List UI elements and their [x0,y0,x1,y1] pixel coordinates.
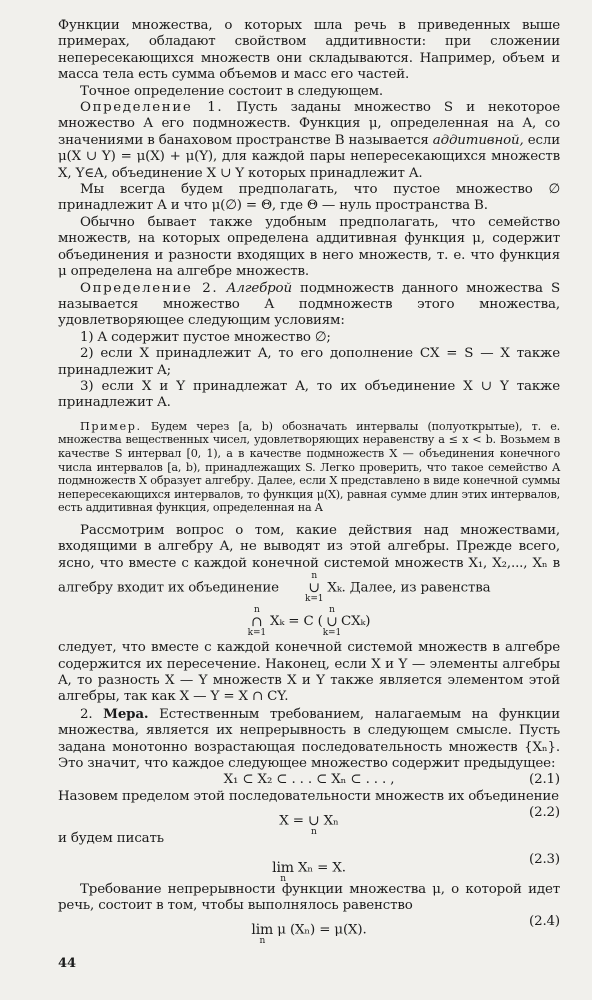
paragraph: Рассмотрим вопрос о том, какие действия над множествами, входящими в алгебру A, не выводят из этой алгебры. Прежде всего, ясно, что вместе с каждой конечной системой множеств X₁, X₂,..., Xₙ в алгебру входит их объединение n ∪ k=1 Xₖ. Далее, из равенства [58,522,560,605]
page-number: 44 [58,956,77,971]
union-operator: n ∪ k=1 [322,604,342,638]
definition-2: Определение 2. Алгеброй подмножеств данного множества S называется множество A подмножеств этого множества, удовлетворяющее следующим условиям: [58,280,560,329]
defined-term: аддитивной, [432,132,524,148]
paragraph: и будем писать [58,831,164,847]
page-text [58,18,560,947]
condition-1: 1) A содержит пустое множество ∅; [80,329,331,345]
union-operator: n ∪ k=1 [305,571,324,605]
condition-3: 3) если X и Y принадлежат A, то их объединение X ∪ Y также принадлежит A. [58,378,560,411]
example: Пример. Будем через [a, b) обозначать интервалы (полуоткрытые), т. е. множества вещественных чисел, удовлетворяющих неравенству a ≤ x < b. Возьмем в качестве S интервал [0, 1), а в качестве подмножеств X — объединения конечного числа интервалов [a, b), принадлежащих S. Легко проверить, что такое семейство A подмножеств X образует алгебру. Далее, если X представлено в виде конечной суммы непересекающихся интервалов, то функция μ(X), равная сумме длин этих интервалов, есть аддитивная функция, определенная на A [58,419,560,515]
paragraph: следует, что вместе с каждой конечной системой множеств в алгебре содержится их пересечение. Наконец, если X и Y — элементы алгебры A, то разность X — Y множеств X и Y также является элементом этой алгебры, так как X — Y = X ∩ CY. [58,640,560,705]
condition-2: 2) если X принадлежит A, то его дополнение CX = S — X также принадлежит A; [58,346,560,378]
paragraph: Точное определение состоит в следующем. [80,83,383,99]
paragraph: Назовем пределом этой последовательности множеств их объединение [58,788,559,804]
paragraph: Функции множества, о которых шла речь в приведенных выше примерах, обладают свойством аддитивности: при сложении непересекающихся множеств они складываются. Например, объем и масса тела есть сумма объемов и масс его частей. [58,18,560,83]
definition-heading: Определение 2. [80,280,219,296]
example-heading: Пример. [80,419,142,433]
definition-heading: Определение 1. [80,100,224,116]
union-operator: ∪ n [307,813,320,838]
equation-2-2: X = ∪ n Xₙ (2.2) [279,805,560,838]
equation-2-1: X₁ ⊂ X₂ ⊂ . . . ⊂ Xₙ ⊂ . . . , (2.1) [223,772,560,788]
limit-operator: lim n [272,859,294,884]
section-paragraph: 2. Мера. Естественным требованием, налагаемым на функции множества, является их непрерывность в следующем смысле. Пусть задана монотонно возрастающая последовательность множеств {Xₙ}. Это значит, что каждое следующее множество содержит предыдущее: [58,705,560,771]
defined-term: Алгеброй [218,280,292,296]
equation-number: (2.1) [529,772,560,788]
limit-operator: lim n [251,922,274,947]
definition-1: Определение 1. Пусть заданы множество S и некоторое множество A его подмножеств. Функция μ, определенная на A, со значениями в банаховом пространстве B называется аддитивной, если μ(X ∪ Y) = μ(X) + μ(Y), для каждой пары непересекающихся множеств X, Y∈A, объединение X ∪ Y которых принадлежит A. [58,100,560,181]
equation-number: (2.2) [529,805,560,821]
equation-number: (2.4) [529,914,560,930]
paragraph: Мы всегда будем предполагать, что пустое множество ∅ принадлежит A и что μ(∅) = Θ, где Θ — нуль пространства B. [58,182,560,214]
section-heading: Мера. [103,705,149,722]
paragraph: Требование непрерывности функции множества μ, о которой идет речь, состоит в том, чтобы выполнялось равенство [58,881,560,913]
paragraph: Обычно бывает также удобным предполагать, что семейство множеств, на которых определена аддитивная функция μ, содержит объединения и разности входящих в него множеств, т. е. что функция μ определена на алгебре множеств. [58,214,560,280]
intersection-operator: n ∩ k=1 [247,604,266,638]
equation-2-3: lim n Xₙ = X. (2.3) [272,851,560,884]
equation-number: (2.3) [529,851,560,867]
display-equation: n ∩ k=1 Xₖ = C ( n ∪ k=1 CXₖ) [247,604,371,638]
equation-2-4: lim n μ (Xₙ) = μ(X). (2.4) [251,914,560,947]
